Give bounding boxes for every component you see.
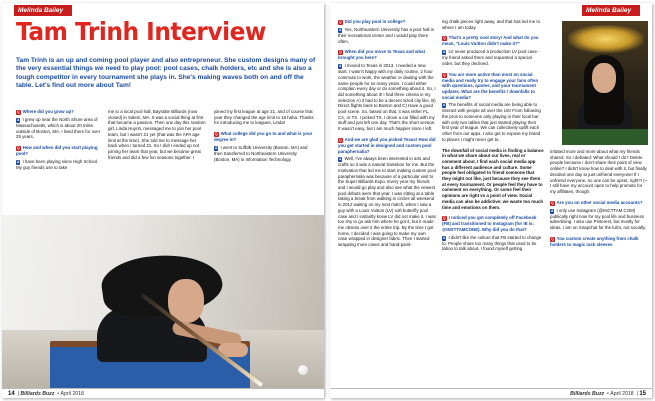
author-tab: Melinda Bailey — [582, 5, 640, 16]
cue-ball — [298, 365, 308, 375]
qa-block — [442, 35, 544, 66]
right-magazine-page — [330, 3, 652, 398]
page-footer: 14 | Billiards Buzz • April 2018 — [2, 388, 324, 398]
qa-block — [338, 49, 436, 131]
qa-block — [442, 215, 544, 252]
qa-block — [16, 109, 102, 140]
question: Q Where did you grow up? — [17, 109, 74, 114]
answer-continued: me to a local pool hall, Baystate Billiards (now closed) in Salem, MA. It was a social thing at first that became a passion. Then one day this random girl, Linda Huynh, messaged me to join her pool team, but I wasn't 21 yet (that was the APA age limit at the time). She told me to message her back when I turned 21. So I did! I ended up not joining her team that year, but we became great friends and did a few fun seasons together. I — [108, 109, 206, 160]
answer: A I grew up near the North Shore area of Massachusetts, which is about 20 miles outside of Boston, MA. I lived there for over 25 years. — [16, 117, 101, 140]
qa-block — [442, 72, 544, 143]
answer: A LV never produced a production LV pool case - my friend asked them and requested a special order, but they declined. — [442, 49, 540, 66]
answer: A I have been playing since High School. My guy friends use to take — [16, 158, 99, 170]
question: Q Did you play pool in college? — [339, 19, 406, 24]
answer-continued: irritated more and more about what my friends shared. So I debated: What should I do? Delete people because I don't share their point of view online? I didn't know how to deal with it, but finally decided one day to just unfriend everyone! If I unfriend everyone, no one can be upset, right?! (~ I still have my account open to help promote for my affiliates, though. — [550, 149, 648, 194]
article-title: Tam Trinh Interview — [16, 17, 266, 46]
right-column-1 — [338, 19, 436, 385]
answer: A I didn't like the culture that FB started to change to. People share too many things that used to be taboo to talk about. I found myself getting — [442, 234, 542, 252]
magazine-name: Billiards Buzz — [570, 391, 605, 397]
question: Q When did you move to Texas and what brought you here? — [338, 49, 426, 61]
page-number: 14 — [8, 391, 15, 397]
pool-table — [562, 129, 648, 145]
answer-continued: ing chalk pieces right away, and that has led me to where I am today. — [442, 19, 541, 30]
left-column-1 — [16, 109, 102, 215]
right-column-2 — [442, 19, 544, 385]
answer: A The benefits of social media are being able to interact with people all over the US! From following the pros to someone only playing in their local bar with only two tables that just started playing their first year of league. We can collectively uplift each other from our apps. I also get to expose my brand to places I might never get to. — [442, 102, 541, 142]
left-column-3 — [214, 109, 314, 215]
qa-block — [338, 19, 436, 44]
left-column-2 — [108, 109, 206, 215]
question: Q I noticed you got completely off Facebook (FB) and transitioned to Instagram (for IE is: @INSTTAMCONE). Why did you do that? — [442, 215, 537, 232]
body-paragraph: The downfall of social media is finding a balance in what we share about our lives, real or comment about. I find each social media app has a different audience and culture. Some people feel obligated to friend someone that they might not like, just because they see them at every tournament. Or people feel they have to comment on everything. Or some feel their opinions are right vs a point of view. Social media can also be addictive; we waste too much time and emotions on them. — [442, 147, 544, 210]
question: Q You custom create anything from chalk holders to magic rack sleeves — [550, 235, 639, 247]
question: Q You are more active than most on social media and really try to engage your fans often with questions, quotes, and your tournament updates. What are the benefits / downfalls to social media? — [442, 71, 539, 100]
page-number: 15 — [639, 391, 646, 397]
qa-block — [214, 131, 314, 162]
answer: A I went to Suffolk University (Boston, MA) and then transferred to Northeastern University (Boston, MA) in Information Technology. — [214, 144, 308, 162]
author-tab: Melinda Bailey — [14, 5, 72, 16]
answer: A Well, I've always been interested in arts and crafts so it was a natural transition for me. But the motivation that led me to start making custom pool paraphernalia was because of a particular visit to the Super Billiards Expo. Every year my friends and I would go play and also see what the newest pool debuts were that year. I was sitting at a table taking a break from walking in circles all weekend in 2012 waiting on my next match, when I saw a guy with a Louis Vuitton (LV) soft butterfly pool case and I instantly knew LV did not make it. I was too shy to go ask him where he got it, but it made me obsess over it the entire trip. By the time I got home, I decided I was going to make my own case wrapped in designer fabric. Then I started wrapping more cases and hand-paint- — [338, 156, 436, 248]
question: Q Are you on other social media accounts? — [551, 199, 643, 205]
pool-table-lamp — [568, 25, 644, 53]
qa-block — [338, 137, 436, 248]
magazine-name: Billiards Buzz — [20, 391, 55, 397]
issue-date: April 2018 — [610, 391, 634, 397]
answer: A I moved to Texas in 2013. I needed a new start. I wasn't happy with my daily routine, 2 hour commute to work, the weather or dealing with the same people for so many years. I could either complain every day or do something about it. So, I did something about it! I had three criteria in my selection A) it had to be a decent sized city like, B) Direct flights back to Boston and C) Have a good pool scene. So, based on that, it was either FL, CA, or TX. I picked TX. I drove a car filled with my stuff and just left one day. That's the short version. It wasn't easy, but I am much happier since I left. — [338, 63, 436, 132]
qa-block — [16, 145, 102, 170]
answer: A Yes, Northeastern University has a pool hall in their recreational center and I would play there often. — [338, 27, 435, 44]
left-magazine-page — [2, 3, 324, 398]
question: Q And we are glad you picked Texas! How did you get started in designed and custom pool paraphernalia? — [338, 136, 436, 154]
issue-date: April 2018 — [60, 391, 84, 397]
page-footer: Billiards Buzz • April 2018 | 15 — [330, 388, 652, 398]
question: Q That's a pretty cool story! And what do you mean, "Louis Vuitton didn't make it?" — [442, 35, 539, 47]
answer: A I only use Instagram (@INCTTAM.COM) publically right now for my pool life and business advertising. I also use Pinterest, but mostly for ideas. I am on Snapchat for the lulzs, not socially. — [550, 207, 647, 231]
answer-continued: joined my first league at age 21, and of course that year they changed the age limit to 18 haha. Thanks for introducing me to leagues, Linda! — [214, 109, 314, 126]
player-portrait-photo — [562, 21, 648, 145]
qa-block — [550, 236, 648, 248]
question: Q What college did you go to and what is your degree in? — [214, 131, 313, 143]
right-column-3 — [550, 149, 648, 385]
player-shooting-photo — [2, 215, 324, 388]
article-intro: Tam Trinh is an up and coming pool player and also entrepreneur. She custom designs many of the very essential things we need to play pool: pool cases, chalk holders, etc and she is also a tough competitor in every tournament she plays in. She's making waves both on and off the table. Let's find out more about Tam! — [16, 57, 316, 89]
qa-block — [550, 200, 648, 231]
question: Q How and when did you start playing pool? — [16, 145, 98, 157]
